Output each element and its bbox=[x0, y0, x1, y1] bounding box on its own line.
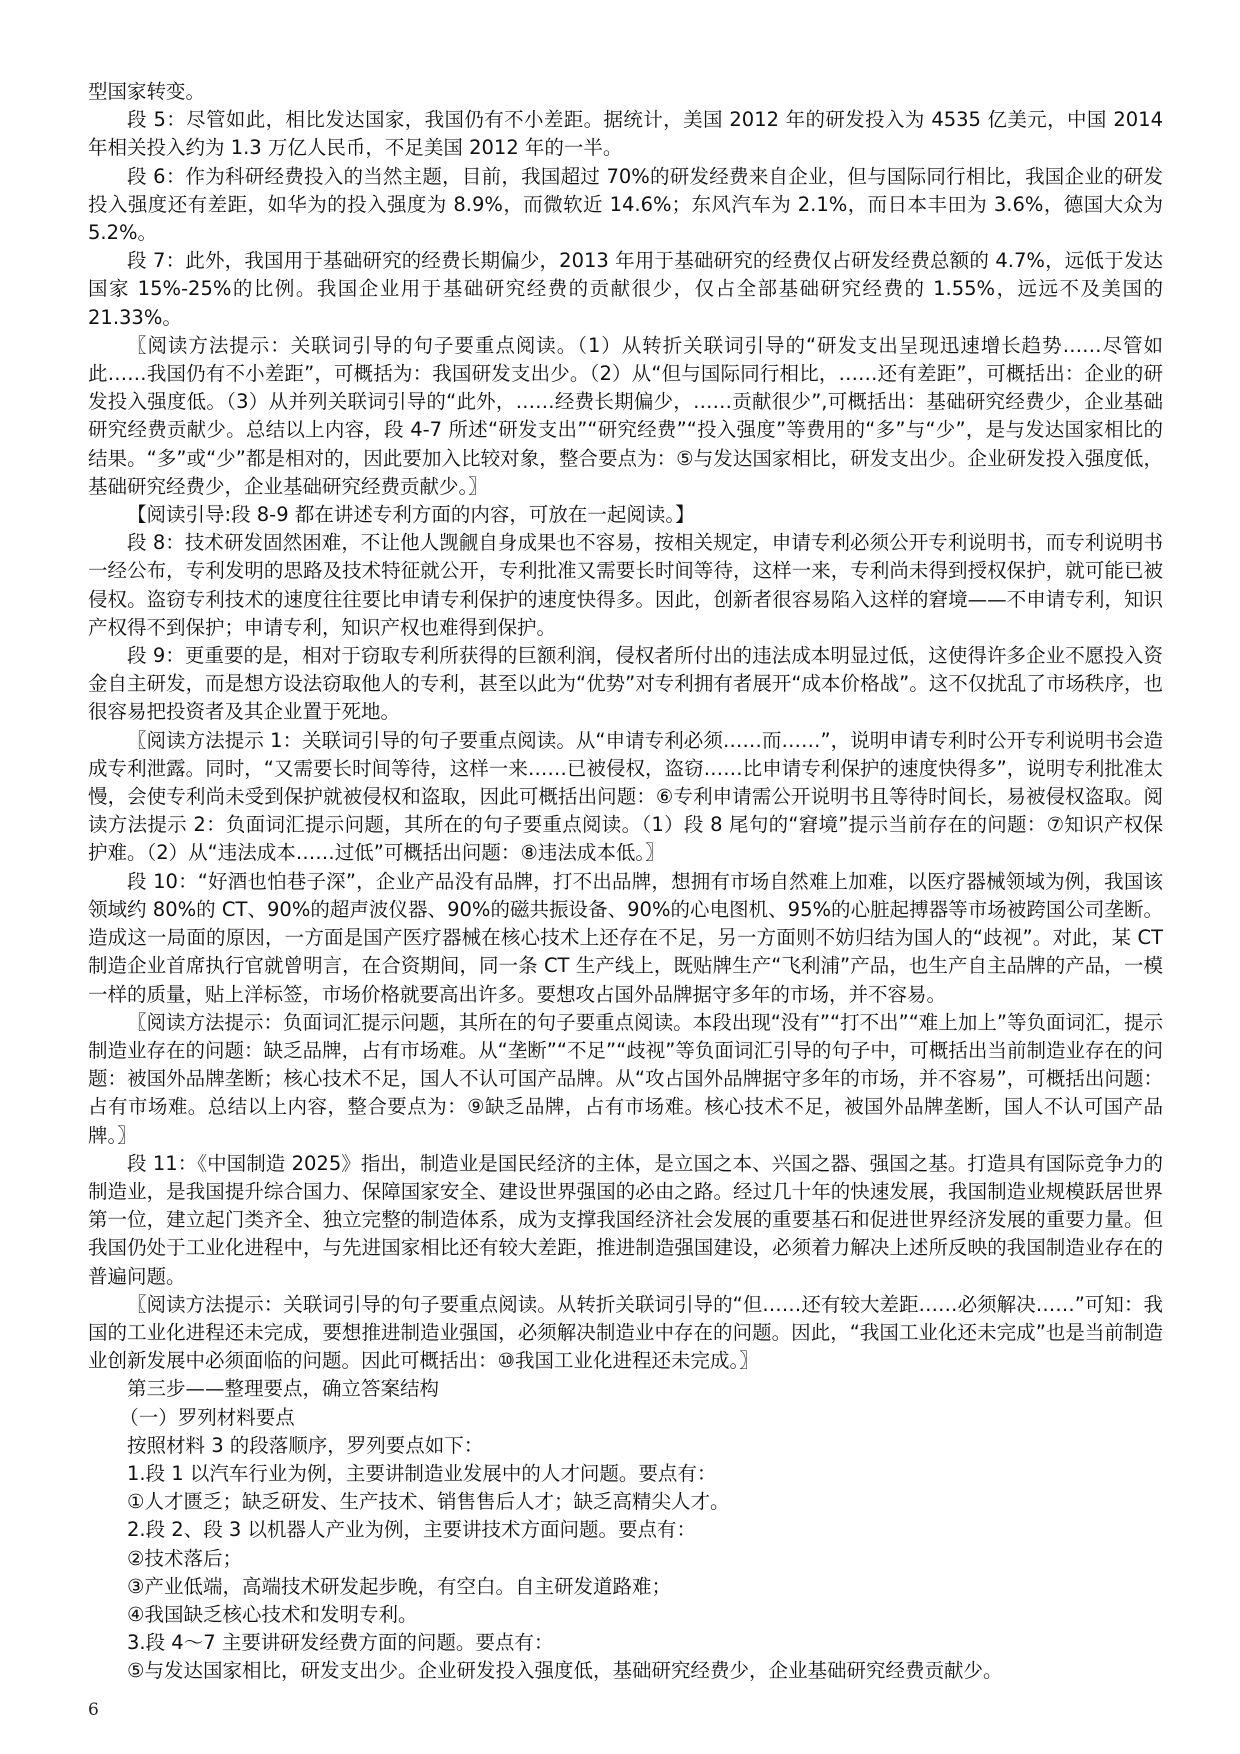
reading-guide: 【阅读引导:段 8-9 都在讲述专利方面的内容，可放在一起阅读。】 bbox=[127, 503, 695, 527]
paragraph: 段 9：更重要的是，相对于窃取专利所获得的巨额利润，侵权者所付出的违法成本明显过低，这使得许多企业不愿投入资金自主研发，而是想方设法窃取他人的专利，甚至以此为“优势”对专利拥有者展开“成本价格战”。这不仅扰乱了市场秩序，也很容易把投资者及其企业置于死地。 bbox=[88, 644, 1163, 724]
list-item: ②技术落后； bbox=[127, 1546, 242, 1570]
paragraph: 段 5：尽管如此，相比发达国家，我国仍有不小差距。据统计，美国 2012 年的研发投入为 4535 亿美元，中国 2014 年相关投入约为 1.3 万亿人民币，不足美国 2012 年的一半。 bbox=[88, 108, 1163, 160]
list-item: ③产业低端，高端技术研发起步晚，有空白。自主研发道路难； bbox=[127, 1574, 671, 1598]
list-heading: 1.段 1 以汽车行业为例，主要讲制造业发展中的人才问题。要点有： bbox=[127, 1461, 717, 1485]
list-heading: 3.段 4～7 主要讲研发经费方面的问题。要点有： bbox=[127, 1631, 554, 1655]
reading-tip: 〖阅读方法提示：关联词引导的句子要重点阅读。（1）从转折关联词引导的“研发支出呈现迅速增长趋势……尽管如此……我国仍有不小差距”，可概括为：我国研发支出少。（2）从“但与国际同行相比，……还有差距”，可概括出：企业的研发投入强度低。（3）从并列关联词引导的“此外，……经费长期偏少，……贡献很少”,可概括出：基础研究经费少，企业基础研究经费贡献少。总结以上内容，段 4-7 所述“研发支出”“研究经费”“投入强度”等费用的“多”与“少”，是与发达国家相比的结果。“多”或“少”都是相对的，因此要加入比较对象，整合要点为：⑤与发达国家相比，研发支出少。企业研发投入强度低，基础研究经费少，企业基础研究经费贡献少。〗 bbox=[88, 333, 1163, 498]
reading-tip: 〖阅读方法提示 1：关联词引导的句子要重点阅读。从“申请专利必须……而……”，说明申请专利时公开专利说明书会造成专利泄露。同时，“又需要长时间等待，这样一来……已被侵权，盗窃……比申请专利保护的速度快得多”，说明专利批准太慢，会使专利尚未受到保护就被侵权和盗取，因此可概括出问题：⑥专利申请需公开说明书且等待时间长，易被侵权盗取。阅读方法提示 2：负面词汇提示问题，其所在的句子要重点阅读。（1）段 8 尾句的“窘境”提示当前存在的问题：⑦知识产权保护难。（2）从“违法成本……过低”可概括出问题：⑧违法成本低。〗 bbox=[88, 728, 1163, 865]
paragraph: 按照材料 3 的段落顺序，罗列要点如下： bbox=[127, 1433, 484, 1457]
page-number: 6 bbox=[88, 1700, 99, 1720]
reading-tip: 〖阅读方法提示：负面词汇提示问题，其所在的句子要重点阅读。本段出现“没有”“打不出”“难上加上”等负面词汇，提示制造业存在的问题：缺乏品牌，占有市场难。从“垄断”“不足”“歧视”等负面词汇引导的句子中，可概括出当前制造业存在的问题：被国外品牌垄断；核心技术不足，国人不认可国产品牌。从“攻占国外品牌据守多年的市场，并不容易”，可概括出问题：占有市场难。总结以上内容，整合要点为：⑨缺乏品牌，占有市场难。核心技术不足，被国外品牌垄断，国人不认可国产品牌。〗 bbox=[88, 1010, 1163, 1147]
reading-tip: 〖阅读方法提示：关联词引导的句子要重点阅读。从转折关联词引导的“但……还有较大差距……必须解决……”可知：我国的工业化进程还未完成，要想推进制造业强国，必须解决制造业中存在的问题。因此，“我国工业化还未完成”也是当前制造业创新发展中必须面临的问题。因此可概括出：⑩我国工业化进程还未完成。〗 bbox=[88, 1292, 1163, 1373]
paragraph: 段 6：作为科研经费投入的当然主题，目前，我国超过 70%的研发经费来自企业，但与国际同行相比，我国企业的研发投入强度还有差距，如华为的投入强度为 8.9%，而微软近 14.6%；东风汽车为 2.1%，而日本丰田为 3.6%，德国大众为 5.2%。 bbox=[88, 164, 1163, 245]
section-heading: （一）罗列材料要点 bbox=[119, 1405, 295, 1429]
list-heading: 2.段 2、段 3 以机器人产业为例，主要讲技术方面问题。要点有： bbox=[127, 1518, 697, 1542]
list-item: ④我国缺乏核心技术和发明专利。 bbox=[127, 1602, 418, 1626]
paragraph: 段 11：《中国制造 2025》指出，制造业是国民经济的主体，是立国之本、兴国之器、强国之基。打造具有国际竞争力的制造业，是我国提升综合国力、保障国家安全、建设世界强国的必由之路。经过几十年的快速发展，我国制造业规模跃居世界第一位，建立起门类齐全、独立完整的制造体系，成为支撑我国经济社会发展的重要基石和促进世界经济发展的重要力量。但我国仍处于工业化进程中，与先进国家相比还有较大差距，推进制造强国建设，必须着力解决上述所反映的我国制造业存在的普遍问题。 bbox=[88, 1151, 1163, 1288]
paragraph: 型国家转变。 bbox=[88, 80, 206, 103]
document-body bbox=[88, 78, 1163, 1686]
paragraph: 段 8：技术研发固然困难，不让他人觊觎自身成果也不容易，按相关规定，申请专利必须公开专利说明书，而专利说明书一经公布，专利发明的思路及技术特征就公开，专利批准又需要长时间等待，这样一来，专利尚未得到授权保护，就可能已被侵权。盗窃专利技术的速度往往要比申请专利保护的速度快得多。因此，创新者很容易陷入这样的窘境——不申请专利，知识产权得不到保护；申请专利，知识产权也难得到保护。 bbox=[88, 531, 1163, 639]
list-item: ⑤与发达国家相比，研发支出少。企业研发投入强度低，基础研究经费少，企业基础研究经费贡献少。 bbox=[127, 1659, 1003, 1683]
paragraph: 段 7：此外，我国用于基础研究的经费长期偏少，2013 年用于基础研究的经费仅占研发经费总额的 4.7%，远低于发达国家 15%-25%的比例。我国企业用于基础研究经费的贡献很少，仅占全部基础研究经费的 1.55%，远远不及美国的 21.33%。 bbox=[88, 249, 1163, 329]
list-item: ①人才匮乏；缺乏研发、生产技术、销售售后人才；缺乏高精尖人才。 bbox=[127, 1490, 730, 1514]
paragraph: 段 10：“好酒也怕巷子深”，企业产品没有品牌，打不出品牌，想拥有市场自然难上加难，以医疗器械领域为例，我国该领域约 80%的 CT、90%的超声波仪器、90%的磁共振设备、90%的心电图机、95%的心脏起搏器等市场被跨国公司垄断。造成这一局面的原因，一方面是国产医疗器械在核心技术上还存在不足，另一方面则不妨归结为国人的“歧视”。对此，某 CT 制造企业首席执行官就曾明言，在合资期间，同一条 CT 生产线上，既贴牌生产“飞利浦”产品，也生产自主品牌的产品，一模一样的质量，贴上洋标签，市场价格就要高出许多。要想攻占国外品牌据守多年的市场，并不容易。 bbox=[88, 869, 1163, 1006]
step-heading: 第三步——整理要点，确立答案结构 bbox=[127, 1377, 440, 1401]
